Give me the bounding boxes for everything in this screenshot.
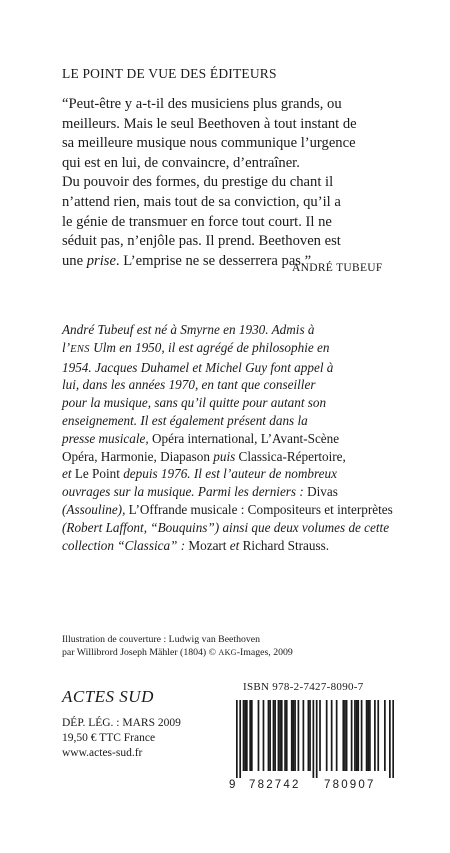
barcode-bar [377,700,379,771]
barcode-bar [246,700,248,771]
publisher-name: ACTES SUD [62,687,154,706]
bio-line [62,483,392,501]
quote-line: sa meilleure musique nous communique l’urgence [62,135,356,152]
barcode-bar [326,700,328,771]
barcode-bar [278,700,280,771]
cover-credit [62,633,293,659]
barcode-bar [384,700,386,771]
bio-text: Mozart [188,537,230,553]
quote-line: n’attend rien, mais tout de sa conviction, qu’il a [62,193,341,210]
legal-deposit: DÉP. LÉG. : MARS 2009 [62,717,181,729]
barcode-bar [361,700,363,771]
barcode-bar [346,700,348,771]
barcode-bar [286,700,288,771]
barcode-bar [313,700,315,778]
bio-text: Opéra, Harmonie, Diapason [62,448,214,464]
barcode-bar [273,700,275,771]
quote-line: meilleurs. Mais le seul Beethoven à tout instant de [62,115,357,132]
bio-text: Richard [242,537,285,553]
quote-emphasis: prise [86,252,116,269]
barcode-bar [243,700,245,771]
barcode-bar [244,700,246,771]
barcode-bar [303,700,305,771]
barcode-bar [331,700,333,771]
bio-text: Classica-Répertoire, [235,448,346,464]
barcode-bar [263,700,265,771]
website: www.actes-sud.fr [62,747,143,759]
bio-line [62,501,392,519]
barcode-bar [392,700,394,778]
bio-line: André Tubeuf est né à Smyrne en 1930. Admis à [62,322,315,337]
credit-text: par Willibrord Joseph Mähler (1804) © [62,647,219,658]
bio-line: lui, dans les années 1970, en tant que conseiller [62,377,316,393]
bio-line: enseignement. Il est également présent dans la [62,412,308,428]
quote-line: séduit pas, n’enjôle pas. Il prend. Beethoven est [62,233,341,250]
bio-text: (Assouline), [62,501,129,517]
barcode-bar [298,700,300,771]
barcode-bar [367,700,369,771]
bio-line: 1954. Jacques Duhamel et Michel Guy font appel à [62,359,334,375]
barcode-bar [357,700,359,771]
bio-text: depuis 1976. Il est l’auteur de nombreux [123,466,337,482]
barcode-group-right: 780907 [324,779,376,791]
bio-text: Opéra international, L’Avant-Scène [151,430,340,446]
barcode-bar [279,700,281,771]
author-biography [62,321,392,554]
bio-line: pour la musique, sans qu’il quitte pour autant son [62,395,327,411]
bio-text: et [62,466,72,482]
publisher-quote [62,95,392,271]
barcode-bar [269,700,271,771]
barcode-bars [236,700,394,778]
barcode-bar [251,700,253,771]
quote-author: ANDRÉ TUBEUF [292,262,383,274]
credit-text: AKG [218,648,237,657]
credit-line: Illustration de couverture : Ludwig van Beethoven [62,634,261,645]
barcode-bar [316,700,318,778]
bio-line [62,519,392,555]
barcode-bar [344,700,346,771]
bio-text: Divas [307,484,338,500]
barcode-bar [293,700,295,771]
price: 19,50 € TTC France [62,732,156,744]
barcode-bar [351,700,353,771]
credit-line [62,646,293,659]
barcode-bar [281,700,283,771]
barcode-bar [239,700,241,778]
bio-text: L’Offrande musicale : Compositeurs et interprètes [128,501,393,517]
barcode-first-digit: 9 [229,779,236,791]
ean-barcode [236,700,394,778]
bio-text: ENS [70,343,90,355]
barcode-bar [389,700,391,778]
barcode-bar [366,700,368,771]
barcode-bar [374,700,376,771]
quote-line: “Peut-être y a-t-il des musiciens plus grands, ou [62,96,342,112]
bio-text: Ulm en 1950, il est agrégé de philosophie en [89,339,330,355]
barcode-bar [354,700,356,771]
bio-line [62,448,392,466]
quote-line: Du pouvoir des formes, du prestige du chant il [62,174,334,191]
bio-text: (Robert Laffont, “Bouquins”) ainsi que deux volumes de cette collection “Classica” : [62,519,390,553]
barcode-bar [258,700,260,771]
bio-text: ouvrages sur la musique. Parmi les derniers : [62,484,308,500]
isbn-label: ISBN 978-2-7427-8090-7 [243,681,364,693]
quote-line: le génie de transmuer en force tout court. Il ne [62,213,332,230]
bio-text: et [229,537,243,553]
quote-text: . L’emprise ne se desserrera pas.” [115,252,312,269]
section-heading: LE POINT DE VUE DES ÉDITEURS [62,66,277,81]
publication-info [62,716,181,761]
barcode-bar [309,700,311,771]
barcode-bar [284,700,286,771]
barcode-bar [294,700,296,771]
bio-line [62,339,392,359]
bio-text: Strauss. [287,537,330,553]
barcode-bar [268,700,270,771]
bio-text: puis [213,448,236,464]
quote-line: qui est en lui, de convaincre, d’entraîner. [62,154,300,171]
barcode-bar [356,700,358,771]
barcode-bar [342,700,344,771]
bio-text: l’ [62,339,71,355]
bio-text: Le Point [71,466,124,482]
barcode-bar [236,700,238,778]
credit-text: -Images, 2009 [236,647,293,658]
barcode-group-left: 782742 [249,779,301,791]
barcode-bar [369,700,371,771]
barcode-bar [274,700,276,771]
bio-line [62,430,392,448]
barcode-bar [291,700,293,771]
barcode-bar [249,700,251,771]
bio-text: presse musicale, [62,430,152,446]
quote-text: une [62,252,87,269]
barcode-bar [336,700,338,771]
barcode-bar [308,700,310,771]
bio-line [62,465,392,483]
barcode-digits [229,779,397,793]
barcode-bar [319,700,321,771]
